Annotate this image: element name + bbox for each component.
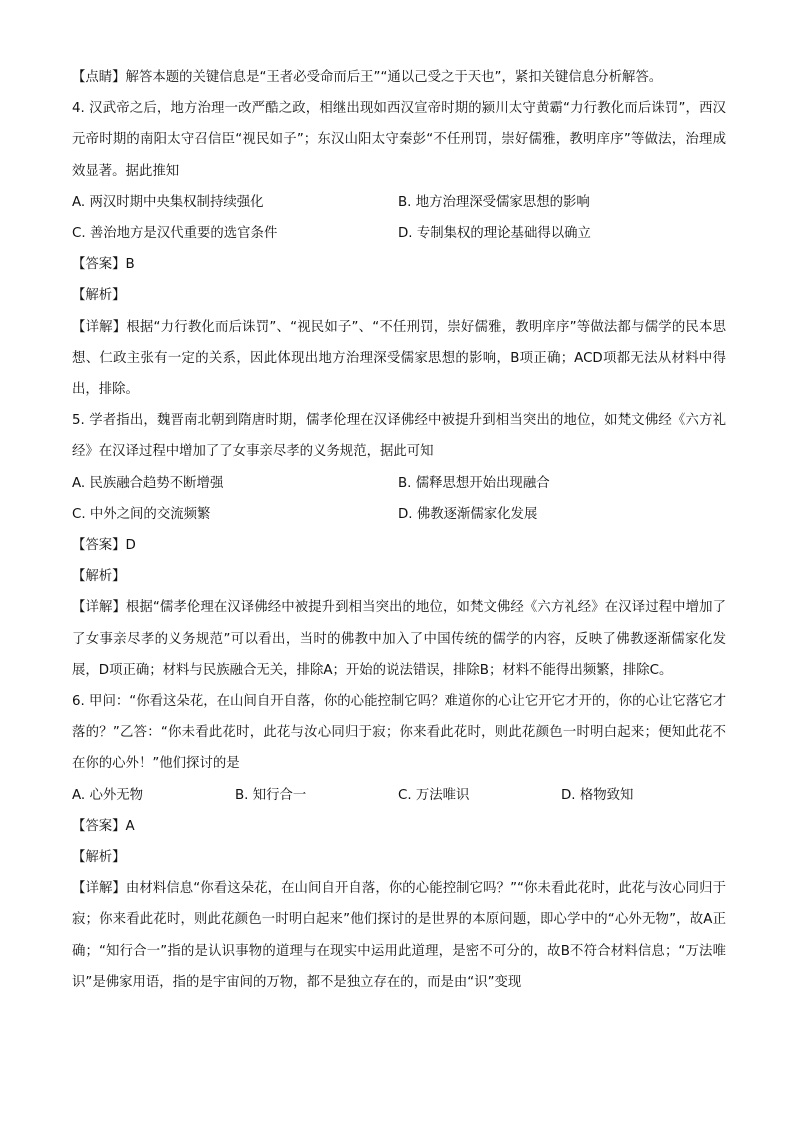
question-stem: 5. 学者指出，魏晋南北朝到隋唐时期，儒孝伦理在汉译佛经中被提升到相当突出的地位，如梵文佛经《六方礼经》在汉译过程中增加了了女事亲尽孝的义务规范，据此可知 [72, 413, 726, 460]
detail-paragraph: 【详解】由材料信息“你看这朵花，在山间自开自落，你的心能控制它吗？”“你未看此花时，此花与汝心同归于寂；你来看此花时，则此花颜色一时明白起来”他们探讨的是世界的本原问题，即心学中的“心外无物”，故A正确；“知行合一”指的是认识事物的道理与在现实中运用此道理，是密不可分的，故B不符合材料信息；“万法唯识”是佛家用语，指的是宇宙间的万物，都不是独立存在的，而是由“识”变现 [72, 881, 726, 990]
answer-line: 【答案】B [72, 257, 135, 273]
document-page [72, 62, 726, 998]
option-a: A. 两汉时期中央集权制持续强化 [72, 194, 264, 210]
option-a: A. 民族融合趋势不断增强 [72, 475, 224, 491]
option-c: C. 善治地方是汉代重要的选官条件 [72, 226, 278, 242]
option-list [72, 780, 726, 811]
option-b: B. 儒释思想开始出现融合 [398, 475, 550, 491]
analysis-label: 【解析】 [72, 569, 126, 585]
question-stem: 6. 甲问：“你看这朵花，在山间自开自落，你的心能控制它吗？难道你的心让它开它才开的，你的心让它落它才落的？”乙答：“你未看此花时，此花与汝心同归于寂；你来看此花时，则此花颜色一时明白起来；便知此花不在你的心外！”他们探讨的是 [72, 694, 726, 772]
question-5 [72, 405, 726, 686]
option-d: D. 专制集权的理论基础得以确立 [398, 226, 591, 242]
option-b: B. 知行合一 [235, 787, 307, 803]
option-d: D. 佛教逐渐儒家化发展 [398, 506, 538, 522]
option-b: B. 地方治理深受儒家思想的影响 [398, 194, 590, 210]
option-a: A. 心外无物 [72, 787, 143, 803]
option-c: C. 万法唯识 [398, 787, 470, 803]
option-list [72, 187, 726, 249]
option-c: C. 中外之间的交流频繁 [72, 506, 211, 522]
option-d: D. 格物致知 [561, 787, 634, 803]
detail-paragraph: 【详解】根据“力行教化而后诛罚”、“视民如子”、“不任刑罚，崇好儒雅，教明庠序”等做法都与儒学的民本思想、仁政主张有一定的关系，因此体现出地方治理深受儒家思想的影响，B项正确；ACD项都无法从材料中得出，排除。 [72, 319, 726, 398]
answer-line: 【答案】D [72, 538, 136, 554]
question-stem: 4. 汉武帝之后，地方治理一改严酷之政，相继出现如西汉宣帝时期的颍川太守黄霸“力行教化而后诛罚”，西汉元帝时期的南阳太守召信臣“视民如子”；东汉山阳太守秦彭“不任刑罚，崇好儒雅，教明庠序”等做法，治理成效显著。据此推知 [72, 101, 726, 179]
answer-line: 【答案】A [72, 818, 135, 834]
option-list [72, 468, 726, 530]
question-6 [72, 686, 726, 998]
tip-paragraph: 【点睛】解答本题的关键信息是“王者必受命而后王”“通以己受之于天也”，紧扣关键信息分析解答。 [72, 70, 663, 85]
detail-paragraph: 【详解】根据“儒孝伦理在汉译佛经中被提升到相当突出的地位，如梵文佛经《六方礼经》在汉译过程中增加了了女事亲尽孝的义务规范”可以看出，当时的佛教中加入了中国传统的儒学的内容，反映了佛教逐渐儒家化发展，D项正确；材料与民族融合无关，排除A；开始的说法错误，排除B；材料不能得出频繁，排除C。 [72, 600, 726, 678]
analysis-label: 【解析】 [72, 850, 126, 866]
analysis-label: 【解析】 [72, 288, 126, 304]
question-4 [72, 93, 726, 405]
